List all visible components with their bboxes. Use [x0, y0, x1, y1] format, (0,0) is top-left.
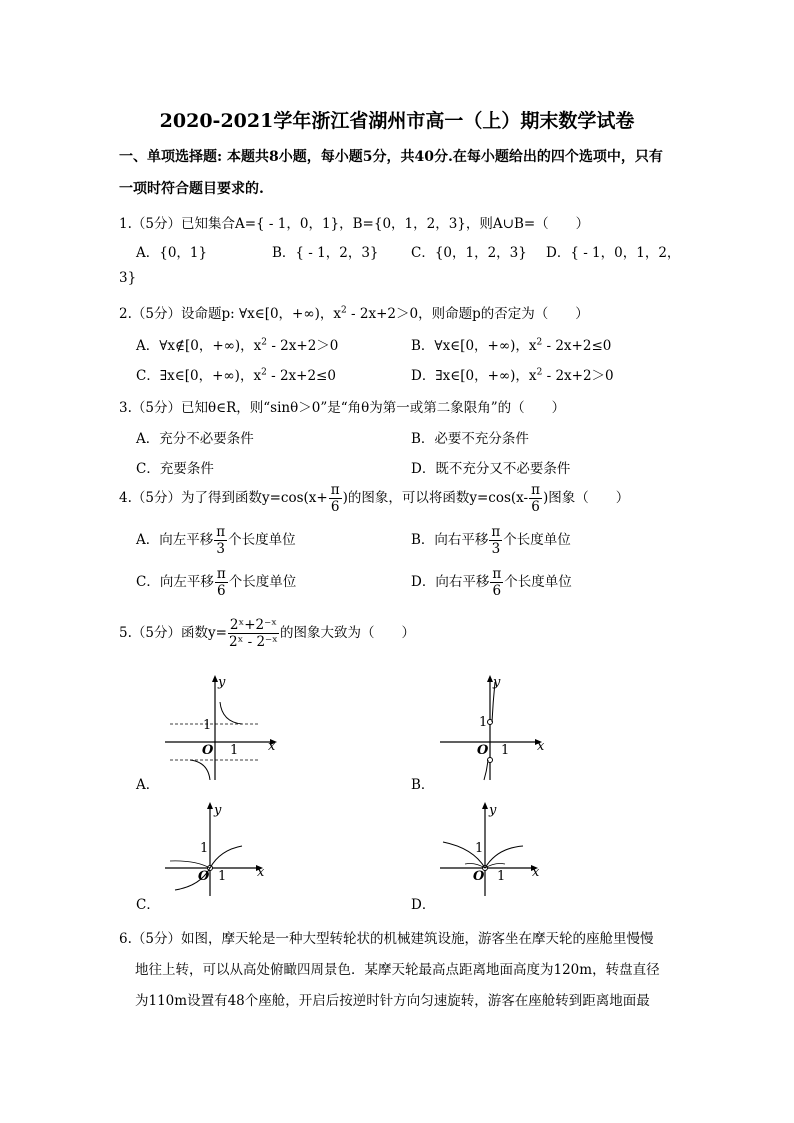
q5-option-d-label: D． — [411, 897, 436, 913]
q5-graph-b — [435, 672, 560, 782]
q1-option-b: B．{ - 1，2，3} — [272, 245, 379, 261]
q6-line2: 地往上转，可以从高处俯瞰四周景色．某摩天轮最高点距离地面高度为120m，转盘直径 — [135, 962, 660, 978]
q1-option-a: A．{0，1} — [136, 245, 208, 261]
q6-line3: 为110m设置有48个座舱，开启后按逆时针方向匀速旋转，游客在座舱转到距离地面最 — [135, 993, 650, 1009]
page-title: 2020-2021学年浙江省湖州市高一（上）期末数学试卷 — [159, 110, 635, 132]
q3-option-c: C．充要条件 — [136, 461, 214, 477]
q1-stem: 1.（5分）已知集合A={ - 1，0，1}，B={0，1，2，3}，则A∪B=（ ） — [119, 216, 590, 232]
q4-option-c: C．向左平移 $\frac{\pi}{6}$ 个长度单位 — [136, 566, 297, 599]
q5-a-tick-y1: 1 — [203, 718, 212, 733]
q5-d-tick-x1: 1 — [497, 869, 506, 884]
q3-option-a: A．充分不必要条件 — [136, 431, 254, 447]
q2-stem: 2.（5分）设命题p: ∀x∈[0，+∞)，$x^2 - 2x+2>0$，则命题p的否定为（ ） — [119, 305, 589, 322]
q5-a-axis-x-label: x — [268, 739, 276, 754]
q5-a-axis-y-label: y — [218, 675, 226, 690]
q2-option-d: D．∃x∈[0，+∞)，$x^2 - 2x+2>0$ — [411, 367, 614, 384]
q5-option-b-label: B． — [411, 777, 435, 793]
q1-option-d-continued: 3} — [119, 270, 137, 286]
q4-option-a: A．向左平移 $\frac{\pi}{3}$ 个长度单位 — [136, 524, 296, 557]
section-heading-line2: 一项时符合题目要求的. — [119, 181, 264, 197]
q2-option-b: B．∀x∈[0，+∞)，$x^2 - 2x+2\le 0$ — [411, 337, 612, 354]
q3-stem: 3.（5分）已知θ∈R，则“sinθ＞0”是“角θ为第一或第二象限角”的（ ） — [119, 400, 566, 416]
q5-d-tick-y1: 1 — [475, 841, 484, 856]
q5-graph-c — [160, 798, 285, 898]
section-heading-line1: 一、单项选择题: 本题共8小题，每小题5分，共40分.在每小题给出的四个选项中，只有 — [119, 149, 663, 165]
q5-c-axis-x-label: x — [257, 865, 265, 880]
q5-b-axis-x-label: x — [537, 739, 545, 754]
q5-graph-a — [160, 672, 285, 782]
q5-d-origin: O — [473, 869, 485, 884]
q2-option-a: A．∀x∉[0，+∞)，$x^2 - 2x+2>0$ — [136, 337, 339, 354]
q2-option-c: C．∃x∈[0，+∞)，$x^2 - 2x+2\le 0$ — [136, 367, 336, 384]
q5-a-origin: O — [202, 743, 214, 758]
q1-option-d: D．{ - 1，0，1，2， — [546, 245, 681, 261]
q5-d-axis-x-label: x — [532, 865, 540, 880]
q5-b-axis-y-label: y — [493, 675, 501, 690]
q5-c-origin: O — [198, 869, 210, 884]
q5-c-axis-y-label: y — [214, 803, 222, 818]
q5-graph-d — [435, 798, 560, 898]
q4-option-b: B．向右平移 $\frac{\pi}{3}$ 个长度单位 — [411, 524, 571, 557]
q5-b-tick-x1: 1 — [501, 743, 510, 758]
q5-stem: 5.（5分）函数y= $\frac{\text{2ˣ+2⁻ˣ}}{\text{2ˣ - 2⁻ˣ}}$ 的图象大致为（ ） — [119, 617, 415, 650]
q5-b-tick-y1: 1 — [479, 715, 488, 730]
q3-option-b: B．必要不充分条件 — [411, 431, 529, 447]
q5-option-a-label: A． — [136, 777, 160, 793]
q4-stem: 4.（5分）为了得到函数y=cos(x+ $\frac{\pi}{6}$ )的图象，可以将函数y=cos(x- $\frac{\pi}{6}$ )图象（ ） — [119, 482, 630, 515]
q5-b-origin: O — [477, 743, 489, 758]
q5-c-tick-x1: 1 — [218, 869, 227, 884]
q6-line1: 6.（5分）如图，摩天轮是一种大型转轮状的机械建筑设施，游客坐在摩天轮的座舱里慢慢 — [119, 931, 654, 947]
q5-option-c-label: C． — [136, 897, 160, 913]
q4-option-d: D．向右平移 $\frac{\pi}{6}$ 个长度单位 — [411, 566, 572, 599]
q5-c-tick-y1: 1 — [200, 841, 209, 856]
q5-a-tick-x1: 1 — [230, 743, 239, 758]
q3-option-d: D．既不充分又不必要条件 — [411, 461, 571, 477]
q5-d-axis-y-label: y — [489, 803, 497, 818]
q1-option-c: C．{0，1，2，3} — [411, 245, 527, 261]
